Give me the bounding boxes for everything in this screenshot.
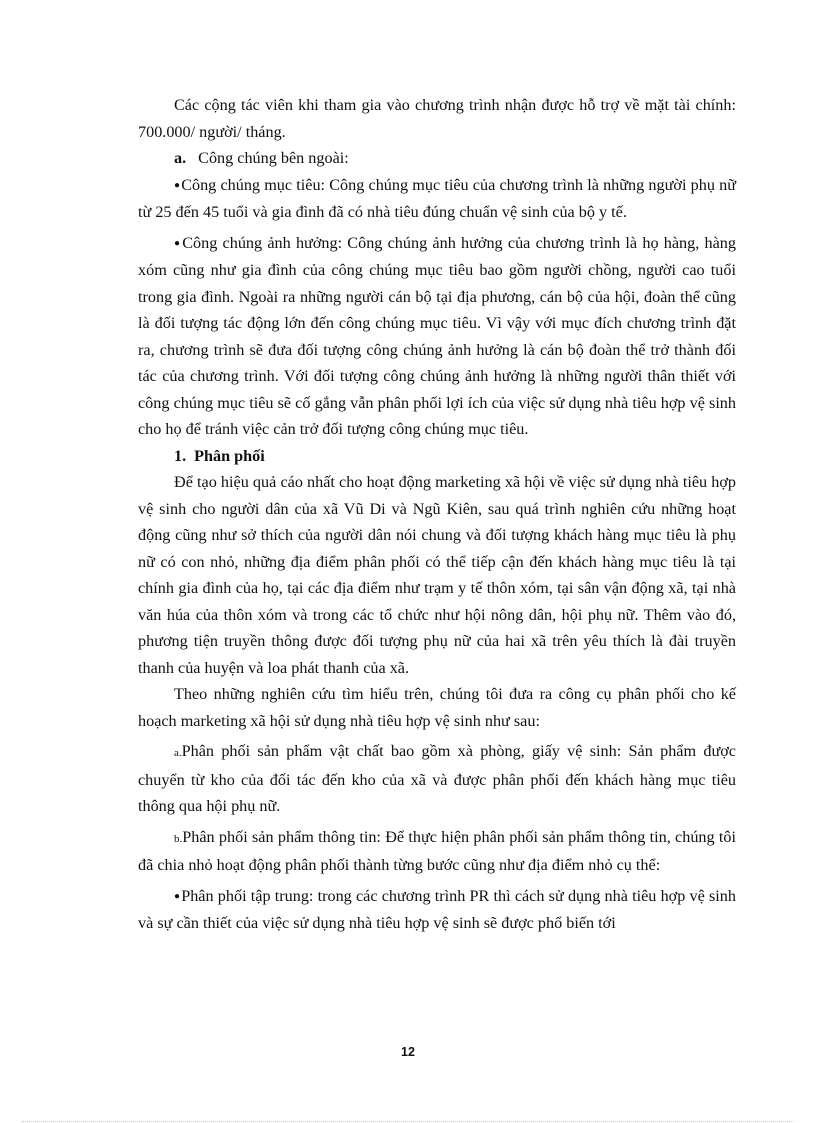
paragraph-central-distribution-text: Phân phối tập trung: trong các chương trình PR thì cách sử dụng nhà tiêu hợp vệ sinh và sự cần thiết của việc sử dụng nhà tiêu hợp vệ sinh sẽ được phổ biến tới: [138, 886, 736, 932]
paragraph-influence-public-text: Công chúng ảnh hưởng: Công chúng ảnh hưởng của chương trình là họ hàng, hàng xóm cũng như gia đình của công chúng mục tiêu bao gồm người chồng, người cao tuổi trong gia đình. Ngoài ra những người cán bộ tại địa phương, cán bộ của hội, đoàn thể cũng là đối tượng tác động lớn đến công chúng mục tiêu. Vì vậy với mục đích chương trình đặt ra, chương trình sẽ đưa đối tượng công chúng ảnh hưởng là cán bộ đoàn thể trở thành đối tác của chương trình. Với đối tượng công chúng ảnh hưởng là những người thân thiết với công chúng mục tiêu sẽ cố gắng vẫn phân phối lợi ích của việc sử dụng nhà tiêu hợp vệ sinh cho họ để tránh việc cản trở đối tượng công chúng mục tiêu.: [138, 233, 736, 438]
paragraph-physical-distribution: [138, 738, 736, 820]
item-b-label: b.: [174, 832, 183, 845]
bullet-icon: [174, 234, 182, 252]
section-a-heading: [174, 145, 736, 172]
paragraph-influence-public: [138, 230, 736, 443]
paragraph-target-public: [138, 172, 736, 226]
section-a-title: Công chúng bên ngoài:: [198, 149, 349, 167]
paragraph-info-distribution: [138, 824, 736, 879]
section-1-number: 1.: [174, 446, 187, 465]
paragraph-info-distribution-text: Phân phối sản phẩm thông tin: Để thực hiện phân phối sản phẩm thông tin, chúng tôi đã chia nhỏ hoạt động phân phối thành từng bước cũng như địa điểm nhỏ cụ thể:: [138, 827, 736, 874]
footer-divider: [22, 1121, 794, 1122]
paragraph-distribution-intro: Để tạo hiệu quả cáo nhất cho hoạt động marketing xã hội về việc sử dụng nhà tiêu hợp vệ sinh cho người dân của xã Vũ Di và Ngũ Kiên, sau quá trình nghiên cứu những hoạt động cũng như sở thích của người dân nói chung và đối tượng khách hàng mục tiêu là phụ nữ có con nhỏ, những địa điểm phân phối có thể tiếp cận đến khách hàng mục tiêu là tại chính gia đình của họ, tại các địa điểm như trạm y tế thôn xóm, tại sân vận động xã, tại nhà văn húa của thôn xóm và trong các tổ chức như hội nông dân, hội phụ nữ. Thêm vào đó, phương tiện truyền thông được đối tượng phụ nữ của hai xã trên yêu thích là đài truyền thanh của huyện và loa phát thanh của xã.: [138, 473, 736, 677]
paragraph-target-public-text: Công chúng mục tiêu: Công chúng mục tiêu của chương trình là những người phụ nữ từ 25 đến 45 tuổi và gia đình đã có nhà tiêu đúng chuẩn vệ sinh của bộ y tế.: [138, 175, 736, 221]
section-a-label: a.: [174, 149, 187, 167]
section-1-heading: [174, 443, 736, 470]
item-a-label: a.: [174, 747, 182, 759]
page-body: [138, 92, 736, 937]
paragraph-distribution-tools: Theo những nghiên cứu tìm hiểu trên, chúng tôi đưa ra công cụ phân phối cho kế hoạch marketing xã hội sử dụng nhà tiêu hợp vệ sinh như sau:: [138, 685, 736, 730]
paragraph-collaborator-support: Các cộng tác viên khi tham gia vào chương trình nhận được hỗ trợ về mặt tài chính: 700.000/ người/ tháng.: [138, 96, 736, 141]
paragraph-physical-distribution-text: Phân phối sản phẩm vật chất bao gồm xà phòng, giấy vệ sinh: Sản phẩm được chuyển từ kho của đối tác đến kho của xã và được phân phối đến khách hàng mục tiêu thông qua hội phụ nữ.: [138, 742, 736, 815]
paragraph-central-distribution: [138, 883, 736, 937]
section-1-title: Phân phối: [194, 446, 265, 465]
page-number: 12: [401, 1045, 415, 1059]
